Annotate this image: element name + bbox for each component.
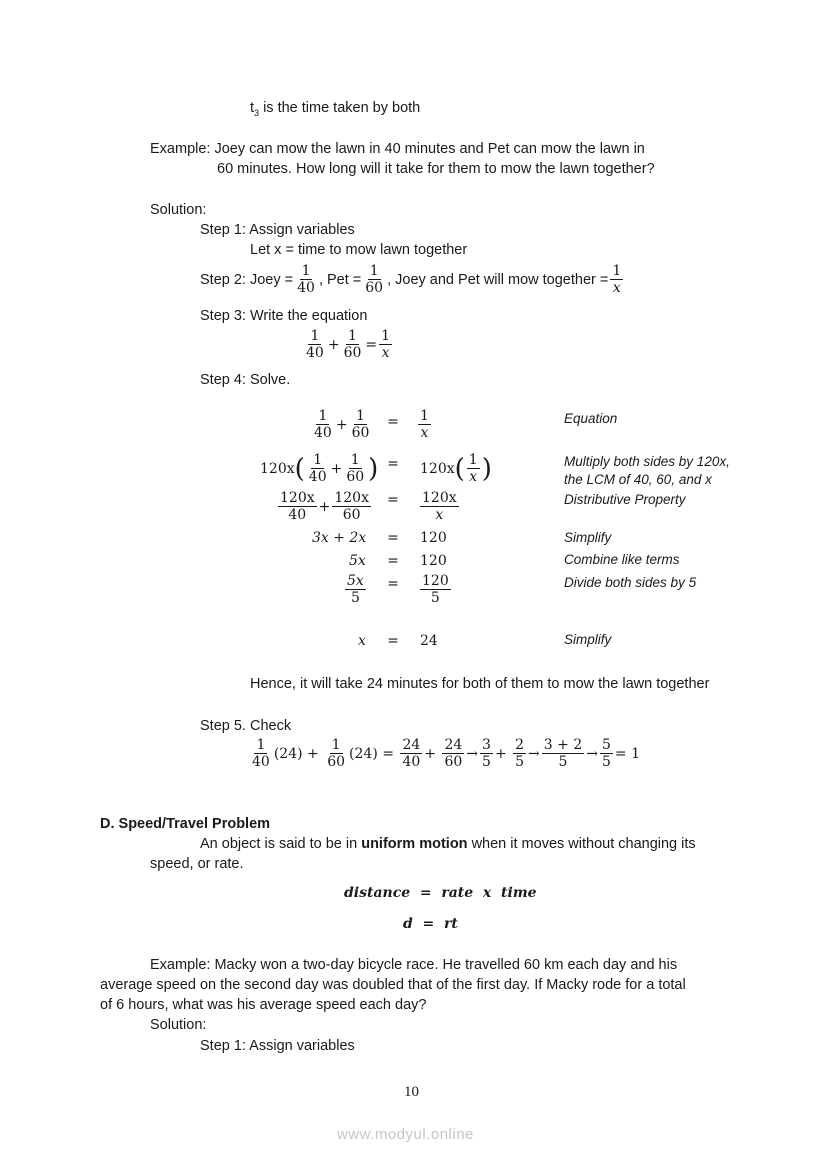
denominator: 5 (482, 754, 491, 771)
numerator: 1 (348, 328, 357, 344)
step5-check-equation (248, 737, 640, 770)
example1-line2: 60 minutes. How long will it take for them to mow the lawn together? (217, 161, 655, 177)
denominator: 40 (314, 425, 332, 442)
numerator: 3 + 2 (543, 737, 583, 753)
section-d-heading: D. Speed/Travel Problem (100, 816, 271, 832)
denominator: 5 (430, 590, 440, 607)
denominator: 40 (402, 754, 421, 771)
example2-line1: Example: Macky won a two-day bicycle race. He travelled 60 km each day and his (150, 957, 678, 973)
denominator: 5 (350, 590, 360, 607)
equals-sign: = (387, 530, 399, 546)
equals-sign: = (387, 633, 399, 649)
numerator: 1 (356, 408, 365, 424)
solve-row-5-rhs (418, 573, 453, 606)
solve-row-5-lhs (343, 573, 368, 606)
plus-sign: + (307, 745, 319, 762)
equals-sign: = (387, 492, 399, 508)
step1-let: Let x = time to mow lawn together (250, 242, 468, 258)
solve-row-0-rhs (416, 408, 433, 441)
conclusion-text: Hence, it will take 24 minutes for both of them to mow the lawn together (250, 676, 710, 692)
t-subscript: 3 (254, 107, 260, 118)
step2-pet: , Pet = (318, 271, 362, 288)
denominator: x (612, 280, 621, 297)
numerator: 1 (369, 263, 379, 279)
solve-row-0-note: Equation (564, 411, 618, 426)
para-text: when it moves without changing its (467, 836, 696, 852)
denominator: 5 (558, 754, 568, 771)
denominator: 60 (342, 507, 361, 524)
times-24: (24) (273, 745, 303, 762)
fraction-1-60 (342, 328, 364, 361)
numerator: 1 (256, 737, 266, 753)
denominator: 5 (601, 754, 611, 771)
solve-row-1-lhs (260, 452, 378, 485)
denominator: 40 (252, 754, 270, 771)
left-paren: ( (454, 453, 465, 484)
fraction-pet (363, 263, 385, 296)
denominator: 60 (351, 425, 370, 442)
equals-sign: = (387, 456, 399, 472)
numerator: 1 (310, 328, 320, 344)
solve-row-5-note: Divide both sides by 5 (564, 575, 697, 590)
numerator: 5 (601, 737, 611, 753)
solve-row-3-lhs: 3x + 2x (312, 530, 367, 546)
plus-sign: + (327, 336, 340, 353)
denominator: 60 (346, 469, 365, 486)
section-d-paragraph-line1 (200, 836, 696, 852)
solve-row-0-lhs (310, 408, 373, 441)
fraction-1-40 (304, 328, 326, 361)
solve-row-1-note-2: the LCM of 40, 60, and x (564, 472, 712, 487)
fraction-together (610, 263, 623, 296)
uniform-motion-term: uniform motion (361, 836, 468, 852)
numerator: 1 (350, 452, 360, 468)
example2-line3: of 6 hours, what was his average speed each day? (100, 997, 427, 1013)
arrow-icon: → (466, 745, 479, 762)
example2-step1: Step 1: Assign variables (200, 1038, 355, 1054)
numerator: 1 (331, 737, 341, 753)
arrow-icon: → (528, 745, 540, 762)
t3-definition (250, 100, 420, 118)
step2-prefix: Step 2: Joey = (200, 271, 294, 288)
numerator: 120x (280, 490, 315, 506)
step1-label: Step 1: Assign variables (200, 222, 355, 238)
solve-row-6-lhs: x (358, 633, 366, 649)
step2-line (200, 263, 625, 296)
equals-sign: = (387, 414, 399, 430)
numerator: 24 (444, 737, 463, 753)
solve-row-3-note: Simplify (564, 530, 612, 545)
equals-one: = 1 (614, 745, 640, 762)
denominator: 40 (306, 345, 324, 362)
right-paren: ) (368, 453, 379, 484)
solve-row-4-lhs: 5x (349, 553, 366, 569)
plus-sign: + (424, 745, 436, 762)
plus-sign: + (330, 460, 343, 477)
plus-sign: + (494, 745, 507, 762)
numerator: 5x (347, 573, 364, 589)
section-d-paragraph-line2: speed, or rate. (150, 856, 244, 872)
equals-sign: = (382, 745, 394, 762)
denominator: 40 (297, 280, 315, 297)
fraction-1-x (379, 328, 392, 361)
denominator: 5 (515, 754, 525, 771)
numerator: 120x (334, 490, 369, 506)
solve-row-6-note: Simplify (564, 632, 612, 647)
equals-sign: = (387, 553, 399, 569)
step4-label: Step 4: Solve. (200, 372, 291, 388)
denominator: x (469, 469, 478, 486)
denominator: 60 (327, 754, 346, 771)
left-paren: ( (294, 453, 305, 484)
numerator: 1 (301, 263, 311, 279)
numerator: 1 (313, 452, 323, 468)
numerator: 24 (402, 737, 421, 753)
solve-row-4-note: Combine like terms (564, 552, 680, 567)
numerator: 3 (482, 737, 491, 753)
denominator: 60 (365, 280, 384, 297)
numerator: 1 (468, 452, 478, 468)
solve-row-2-rhs (418, 490, 461, 523)
solution-label: Solution: (150, 202, 207, 218)
step3-label: Step 3: Write the equation (200, 308, 368, 324)
numerator: 1 (318, 408, 328, 424)
numerator: 1 (381, 328, 391, 344)
page-number: 10 (404, 1084, 419, 1100)
denominator: x (381, 345, 390, 362)
equals-sign: = (387, 576, 399, 592)
numerator: 2 (515, 737, 525, 753)
plus-sign: + (335, 416, 348, 433)
numerator: 1 (420, 408, 429, 424)
solve-row-1-note-1: Multiply both sides by 120x, (564, 454, 730, 469)
denominator: 40 (288, 507, 307, 524)
example1-line1: Example: Joey can mow the lawn in 40 minutes and Pet can mow the lawn in (150, 141, 645, 157)
solve-row-2-lhs (276, 490, 373, 523)
numerator: 1 (612, 263, 622, 279)
watermark: www.modyul.online (337, 1126, 474, 1143)
step3-equation (302, 328, 394, 361)
formula-d-rt: d = rt (403, 916, 458, 932)
solve-row-4-rhs: 120 (420, 553, 447, 569)
denominator: 60 (343, 345, 362, 362)
coefficient: 120x (260, 460, 295, 477)
para-text: An object is said to be in (200, 836, 362, 852)
example2-solution-label: Solution: (150, 1017, 207, 1033)
fraction-joey (295, 263, 317, 296)
numerator: 120 (422, 573, 449, 589)
numerator: 120x (422, 490, 457, 506)
denominator: x (435, 507, 444, 524)
step2-together: , Joey and Pet will mow together = (387, 271, 609, 288)
arrow-icon: → (586, 745, 598, 762)
formula-distance: distance = rate x time (344, 885, 537, 901)
solve-row-3-rhs: 120 (420, 530, 447, 546)
example2-line2: average speed on the second day was doubled that of the first day. If Macky rode for a total (100, 977, 686, 993)
denominator: 60 (444, 754, 463, 771)
plus-sign: + (318, 498, 331, 515)
solve-row-6-rhs: 24 (420, 633, 438, 649)
solve-row-1-rhs (420, 452, 492, 485)
denominator: x (420, 425, 429, 442)
denominator: 40 (308, 469, 327, 486)
right-paren: ) (481, 453, 492, 484)
coefficient: 120x (420, 460, 455, 477)
times-24: (24) (349, 745, 378, 762)
solve-row-2-note: Distributive Property (564, 492, 686, 507)
t-symbol: t (250, 100, 255, 116)
t3-text: is the time taken by both (259, 100, 421, 116)
equals-sign: = (365, 336, 378, 353)
step5-label: Step 5. Check (200, 718, 292, 734)
